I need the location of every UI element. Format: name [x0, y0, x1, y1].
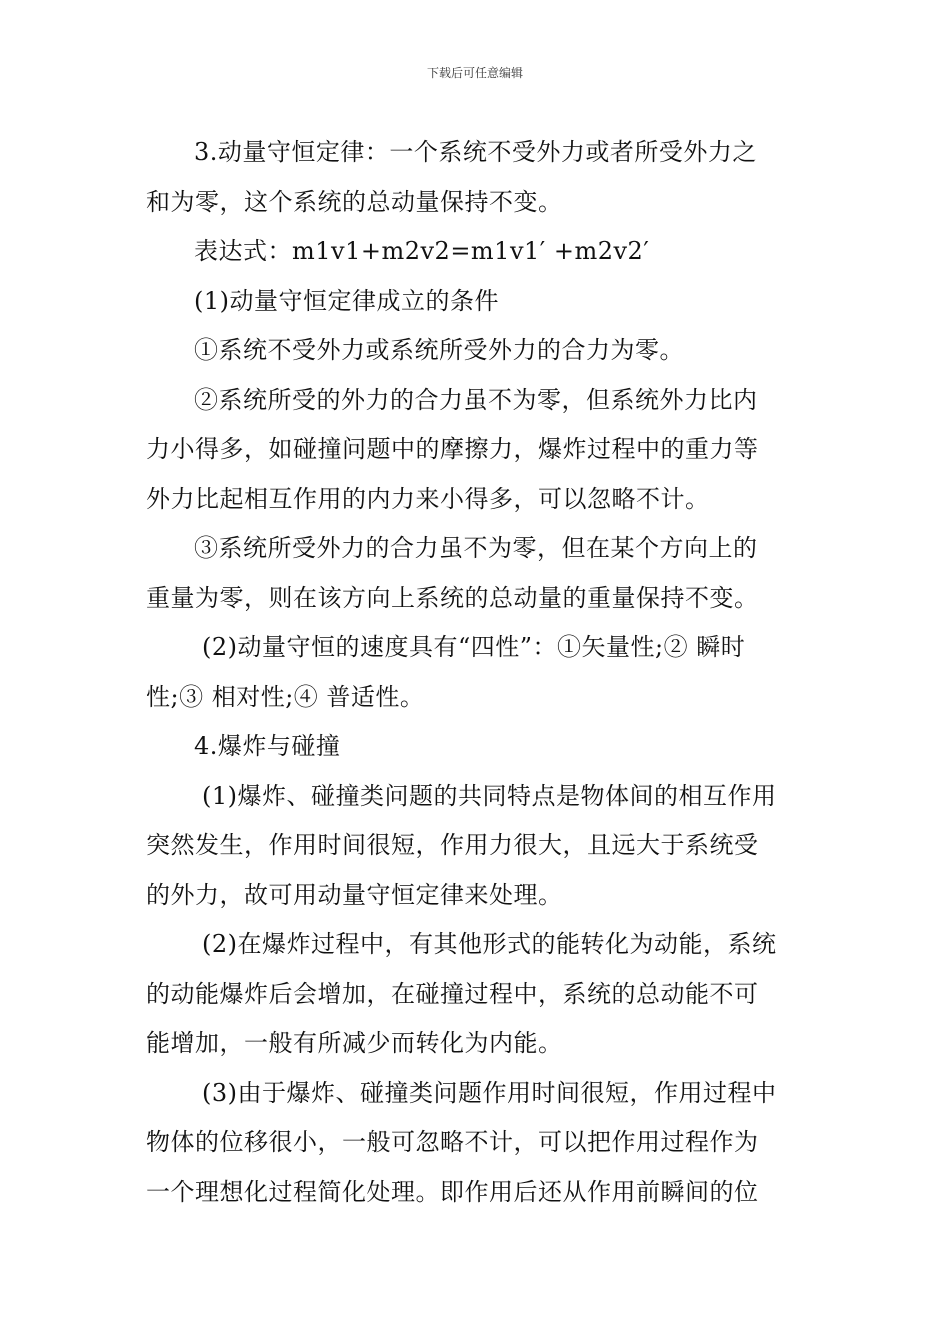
text-line: (3)由于爆炸、碰撞类问题作用时间很短，作用过程中 [202, 1078, 777, 1107]
text-line: 突然发生，作用时间很短，作用力很大，且远大于系统受 [146, 831, 759, 859]
text-line: 的动能爆炸后会增加，在碰撞过程中，系统的总动能不可 [146, 979, 759, 1008]
document-body [146, 128, 808, 1217]
text-line: (2)在爆炸过程中，有其他形式的能转化为动能，系统 [202, 930, 777, 958]
text-line: (1)动量守恒定律成立的条件 [194, 286, 499, 315]
text-line: 性;③ 相对性;④ 普适性。 [146, 682, 425, 711]
text-line: 和为零，这个系统的总动量保持不变。 [146, 187, 563, 216]
text-line: 3.动量守恒定律：一个系统不受外力或者所受外力之 [194, 138, 757, 166]
text-line: 的外力，故可用动量守恒定律来处理。 [146, 880, 563, 909]
text-line: 力小得多，如碰撞问题中的摩擦力，爆炸过程中的重力等 [146, 435, 759, 463]
text-line: 一个理想化过程简化处理。即作用后还从作用前瞬间的位 [146, 1177, 759, 1206]
text-line: 重量为零，则在该方向上系统的总动量的重量保持不变。 [146, 583, 759, 612]
text-line: 表达式：m1v1+m2v2=m1v1′ +m2v2′ [194, 237, 650, 265]
text-line: 外力比起相互作用的内力来小得多，可以忽略不计。 [146, 484, 710, 513]
text-line: ③系统所受外力的合力虽不为零，但在某个方向上的 [194, 534, 758, 562]
page-header: 下载后可任意编辑 [426, 66, 523, 80]
text-line: ②系统所受的外力的合力虽不为零，但系统外力比内 [194, 385, 758, 414]
text-line: 4.爆炸与碰撞 [194, 732, 341, 760]
text-line: 能增加，一般有所减少而转化为内能。 [146, 1029, 563, 1057]
text-line: 物体的位移很小，一般可忽略不计，可以把作用过程作为 [146, 1128, 759, 1156]
text-line: ①系统不受外力或系统所受外力的合力为零。 [194, 336, 684, 364]
text-line: (2)动量守恒的速度具有“四性”：①矢量性;② 瞬时 [202, 633, 746, 661]
text-line: (1)爆炸、碰撞类问题的共同特点是物体间的相互作用 [202, 781, 777, 810]
